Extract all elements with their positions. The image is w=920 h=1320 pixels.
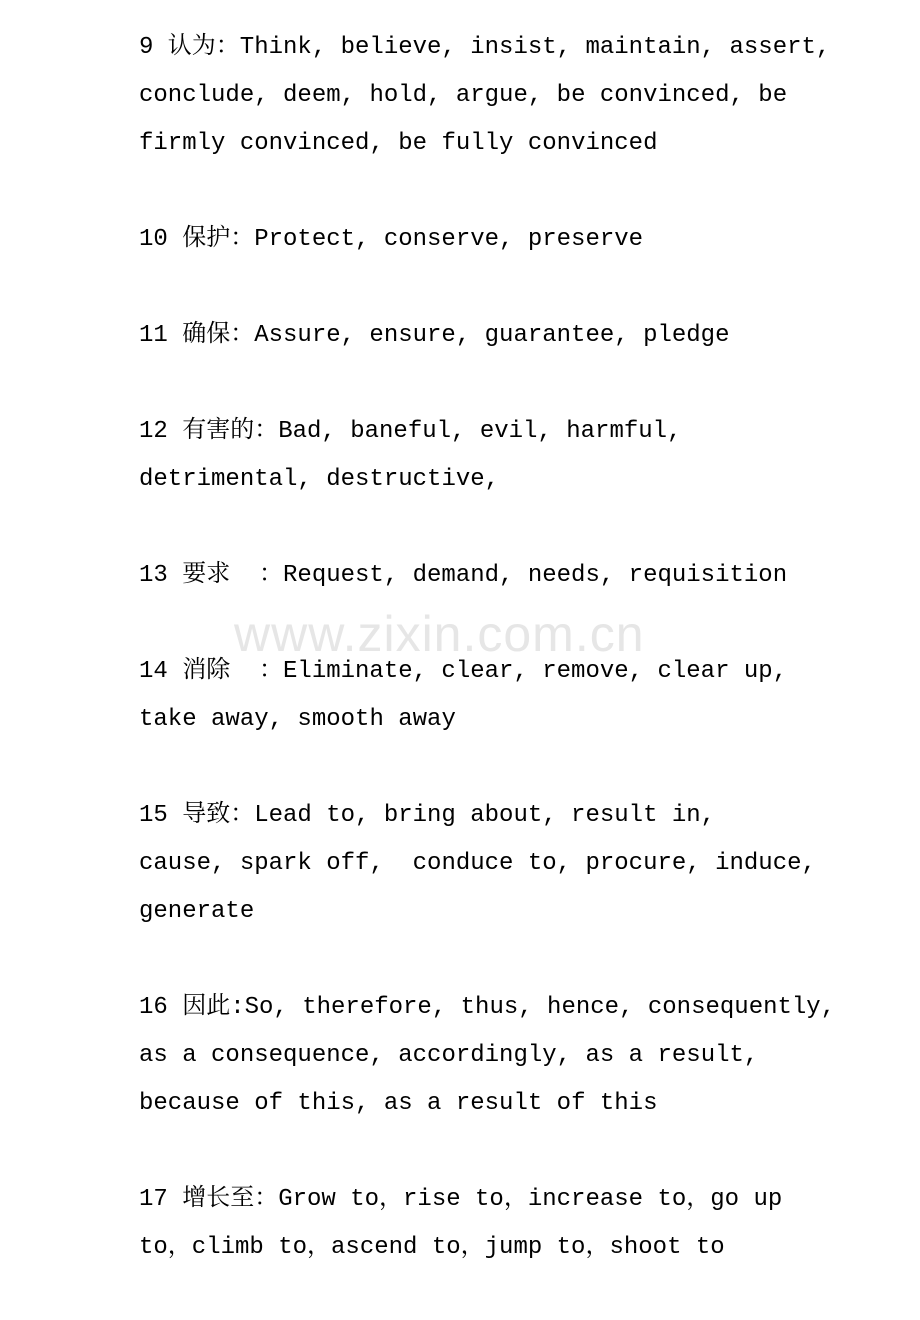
entry-13 [139,552,829,600]
watermark: www.zixin.com.cn [234,606,645,662]
entry-line: 12 有害的：Bad, baneful, evil, harmful, [139,418,682,445]
entry-line: to，climb to，ascend to，jump to，shoot to [139,1234,725,1261]
entry-line: cause, spark off, conduce to, procure, induce, [139,850,816,877]
entry-line: generate [139,898,255,925]
entry-line: take away, smooth away [139,706,456,733]
entry-10 [139,216,829,264]
entry-line: 17 增长至：Grow to，rise to，increase to，go up [139,1186,783,1213]
entry-15 [139,792,829,936]
entry-11 [139,312,829,360]
entry-line: 14 消除 ：Eliminate, clear, remove, clear up, [139,658,788,685]
entry-line: 13 要求 ：Request, demand, needs, requisition [139,562,788,589]
entry-12 [139,408,829,504]
entry-line: as a consequence, accordingly, as a result, [139,1042,759,1069]
entry-14 [139,648,829,744]
entry-line: firmly convinced, be fully convinced [139,130,658,157]
entry-line: because of this, as a result of this [139,1090,658,1117]
entry-line: 11 确保：Assure, ensure, guarantee, pledge [139,322,730,349]
entry-line: conclude, deem, hold, argue, be convinced, be [139,82,788,109]
document-body [139,24,836,1320]
entry-line: detrimental, destructive, [139,466,500,493]
entry-line: 16 因此:So, therefore, thus, hence, consequently, [139,994,836,1021]
entry-line: 9 认为：Think, believe, insist, maintain, assert, [139,34,831,61]
entry-line: 10 保护：Protect, conserve, preserve [139,226,644,253]
entry-16 [139,984,836,1128]
entry-line: 15 导致：Lead to, bring about, result in, [139,802,716,829]
entry-9 [139,24,829,168]
entry-17 [139,1176,829,1272]
